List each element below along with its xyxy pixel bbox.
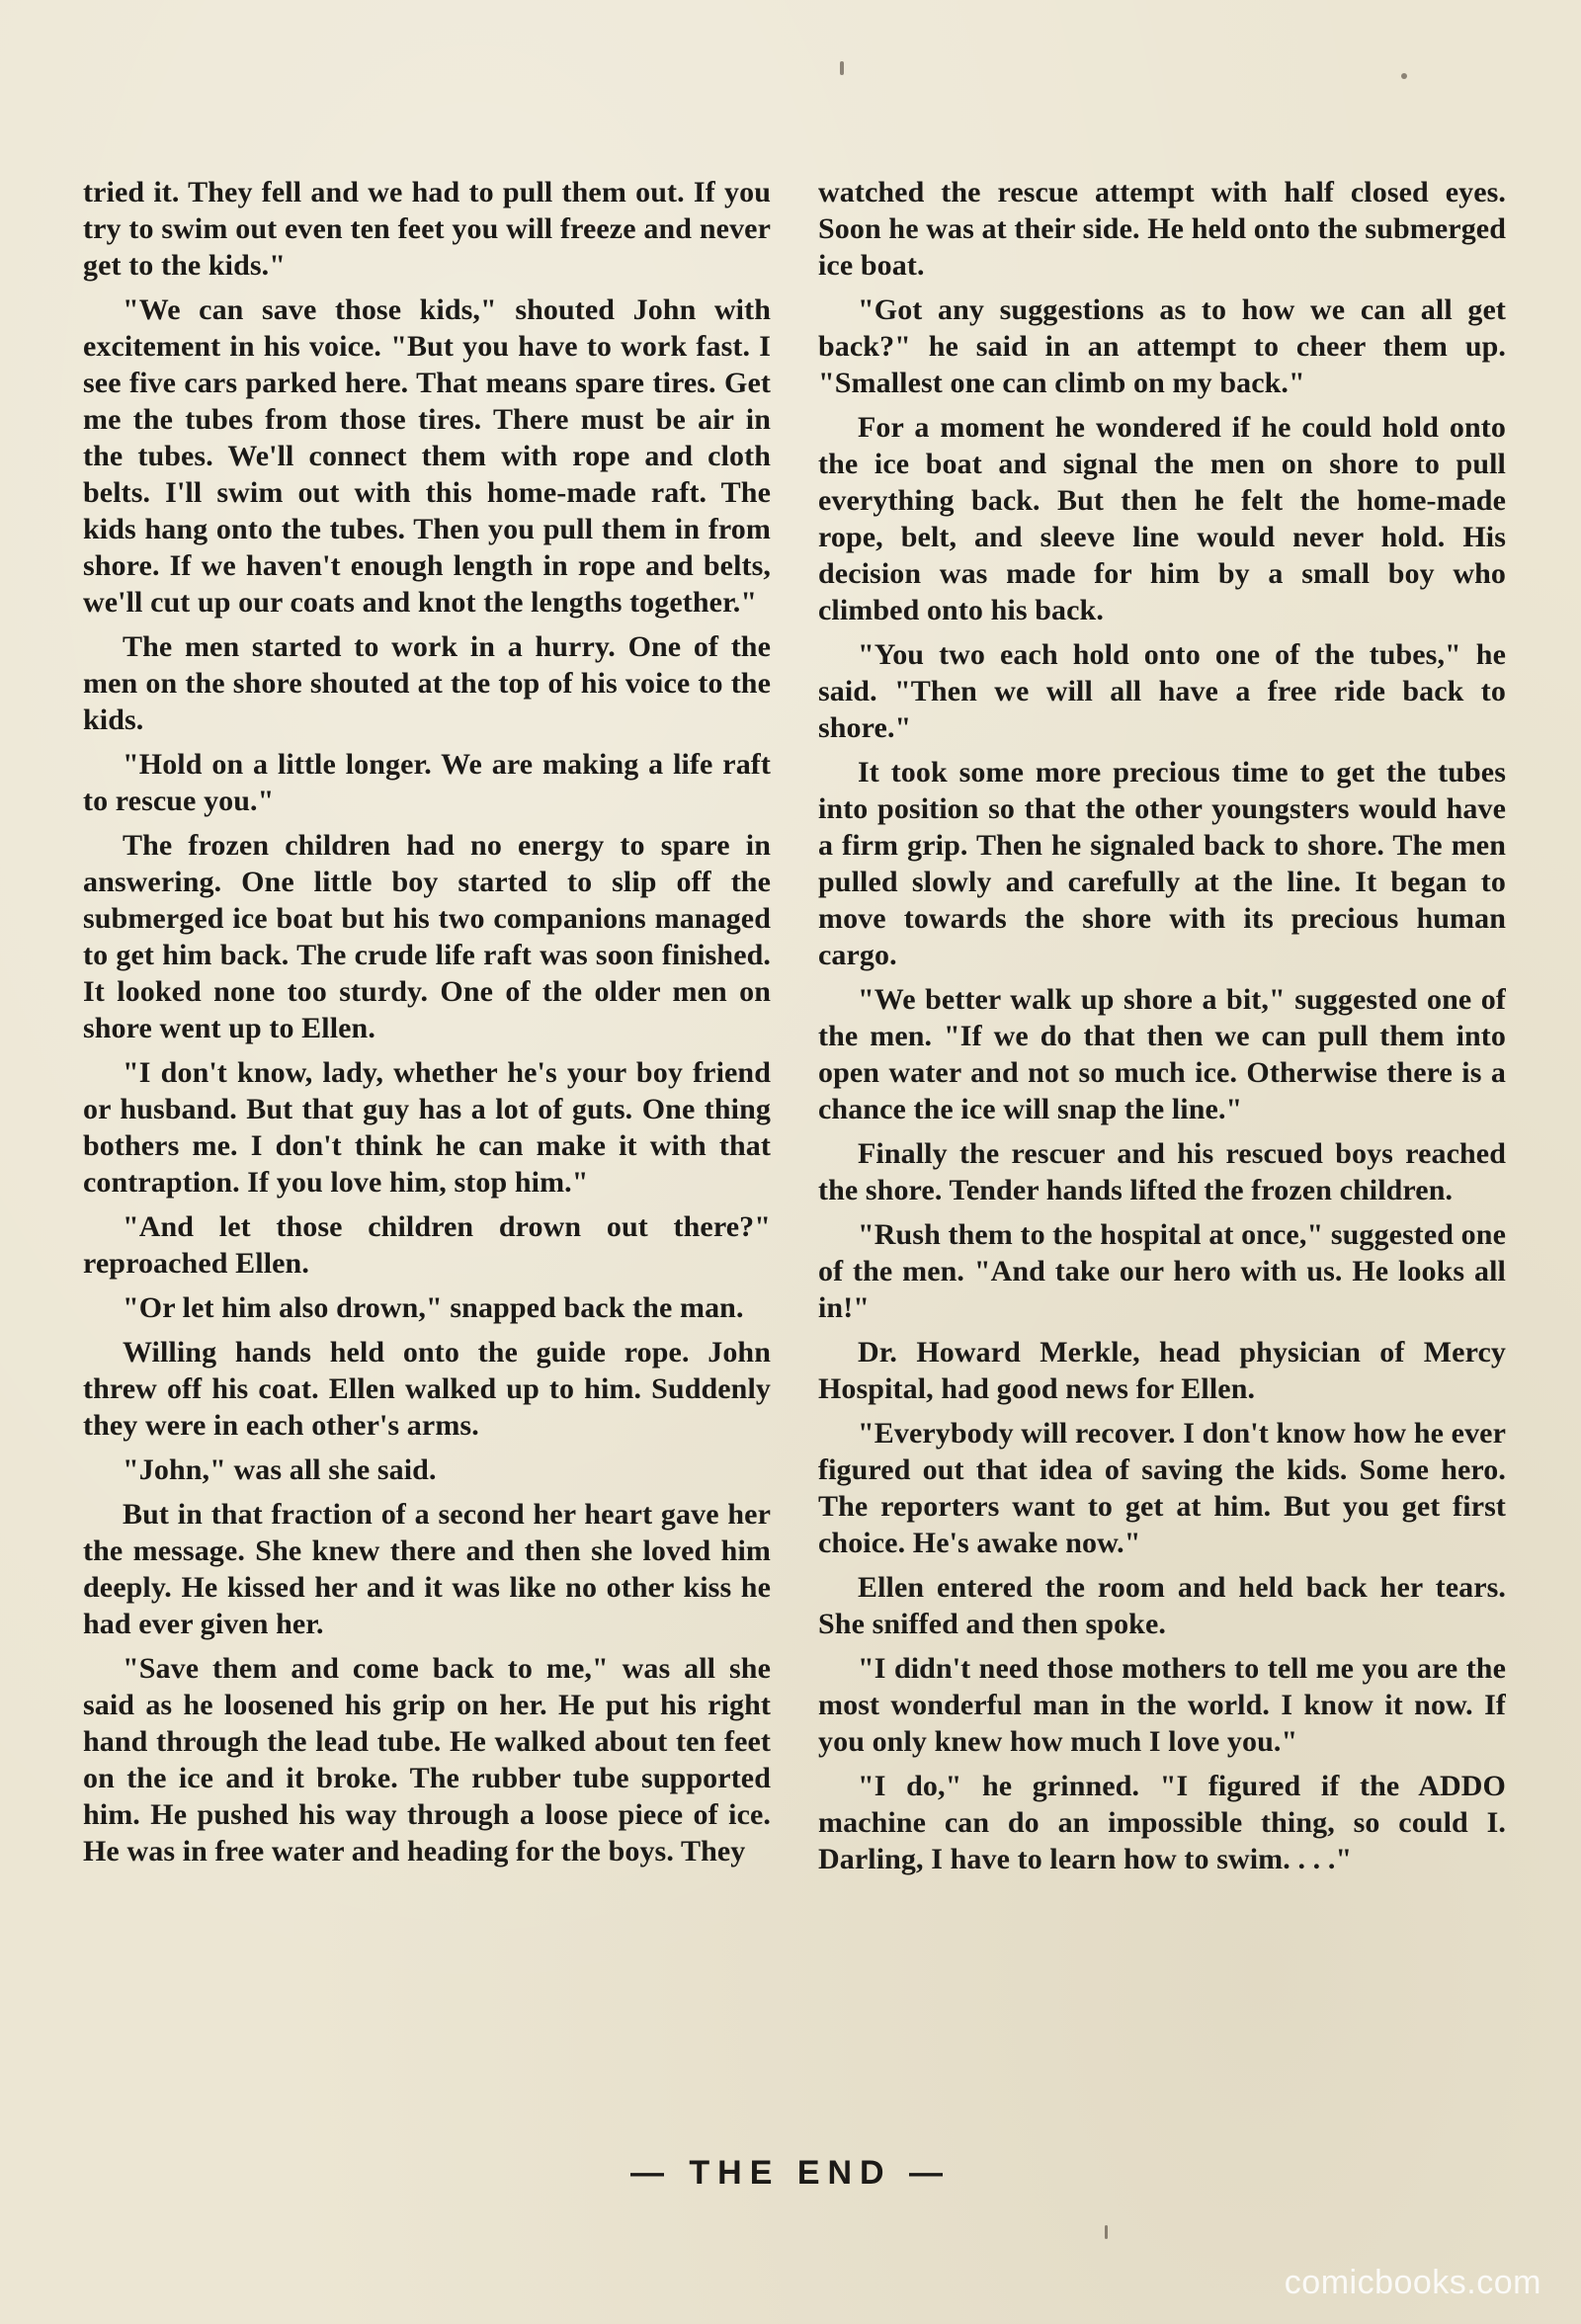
print-speck [840, 61, 844, 75]
the-end-label: — THE END — [629, 2154, 952, 2192]
text-columns [83, 174, 1506, 2111]
story-paragraph: tried it. They fell and we had to pull them out. If you try to swim out even ten feet you will freeze and never get to the kids." [83, 176, 771, 282]
story-paragraph: "We better walk up shore a bit," suggested one of the men. "If we do that then we can pull them into open water and not so much ice. Otherwise there is a chance the ice will snap the line." [818, 983, 1506, 1125]
story-paragraph: Willing hands held onto the guide rope. John threw off his coat. Ellen walked up to him. Suddenly they were in each other's arms. [83, 1336, 771, 1442]
story-paragraph: "Got any suggestions as to how we can all get back?" he said in an attempt to cheer them up. "Smallest one can climb on my back." [818, 293, 1506, 399]
story-paragraph: It took some more precious time to get the tubes into position so that the other youngsters would have a firm grip. Then he signaled back to shore. The men pulled slowly and carefully at the line. It began to move towards the shore with its precious human cargo. [818, 756, 1506, 971]
story-paragraph: watched the rescue attempt with half closed eyes. Soon he was at their side. He held onto the submerged ice boat. [818, 176, 1506, 282]
story-paragraph: "Or let him also drown," snapped back the man. [123, 1291, 744, 1324]
watermark: comicbooks.com [1284, 2264, 1541, 2301]
right-column [818, 174, 1506, 2111]
story-paragraph: The men started to work in a hurry. One of the men on the shore shouted at the top of his voice to the kids. [83, 630, 771, 736]
story-paragraph: "We can save those kids," shouted John with excitement in his voice. "But you have to work fast. I see five cars parked here. That means spare tires. Get me the tubes from those tires. There must be air in the tubes. We'll connect them with rope and cloth belts. I'll swim out with this home-made raft. The kids hang onto the tubes. Then you pull them in from shore. If we haven't enough length in rope and belts, we'll cut up our coats and knot the lengths together." [83, 293, 771, 619]
story-paragraph: For a moment he wondered if he could hold onto the ice boat and signal the men on shore to pull everything back. But then he felt the home-made rope, belt, and sleeve line would never hold. His decision was made for him by a small boy who climbed onto his back. [818, 411, 1506, 626]
story-paragraph: "I didn't need those mothers to tell me you are the most wonderful man in the world. I know it now. If you only knew how much I love you." [818, 1652, 1506, 1758]
story-paragraph: "John," was all she said. [123, 1453, 437, 1486]
story-paragraph: But in that fraction of a second her heart gave her the message. She knew there and then she loved him deeply. He kissed her and it was like no other kiss he had ever given her. [83, 1498, 771, 1640]
story-paragraph: The frozen children had no energy to spare in answering. One little boy started to slip off the submerged ice boat but his two companions managed to get him back. The crude life raft was soon finished. It looked none too sturdy. One of the older men on shore went up to Ellen. [83, 829, 771, 1044]
story-paragraph: "I don't know, lady, whether he's your boy friend or husband. But that guy has a lot of guts. One thing bothers me. I don't think he can make it with that contraption. If you love him, stop him." [83, 1056, 771, 1199]
story-paragraph: "I do," he grinned. "I figured if the ADDO machine can do an impossible thing, so could I. Darling, I have to learn how to swim. . . ." [818, 1770, 1506, 1875]
story-paragraph: Ellen entered the room and held back her tears. She sniffed and then spoke. [818, 1571, 1506, 1640]
story-paragraph: "Save them and come back to me," was all she said as he loosened his grip on her. He put his right hand through the lead tube. He walked about ten feet on the ice and it broke. The rubber tube supported him. He pushed his way through a loose piece of ice. He was in free water and heading for the boys. They [83, 1652, 771, 1868]
story-paragraph: Dr. Howard Merkle, head physician of Mercy Hospital, had good news for Ellen. [818, 1336, 1506, 1405]
story-paragraph: "And let those children drown out there?" reproached Ellen. [83, 1210, 771, 1280]
story-paragraph: "Hold on a little longer. We are making a life raft to rescue you." [83, 748, 771, 817]
story-paragraph: "Everybody will recover. I don't know how he ever figured out that idea of saving the kids. Some hero. The reporters want to get at him. But you get first choice. He's awake now." [818, 1417, 1506, 1559]
story-paragraph: Finally the rescuer and his rescued boys reached the shore. Tender hands lifted the frozen children. [818, 1137, 1506, 1206]
print-speck [1105, 2225, 1108, 2239]
left-column [83, 174, 771, 2111]
story-paragraph: "Rush them to the hospital at once," suggested one of the men. "And take our hero with us. He looks all in!" [818, 1218, 1506, 1324]
story-paragraph: "You two each hold onto one of the tubes," he said. "Then we will all have a free ride back to shore." [818, 638, 1506, 744]
print-speck [1401, 73, 1407, 79]
